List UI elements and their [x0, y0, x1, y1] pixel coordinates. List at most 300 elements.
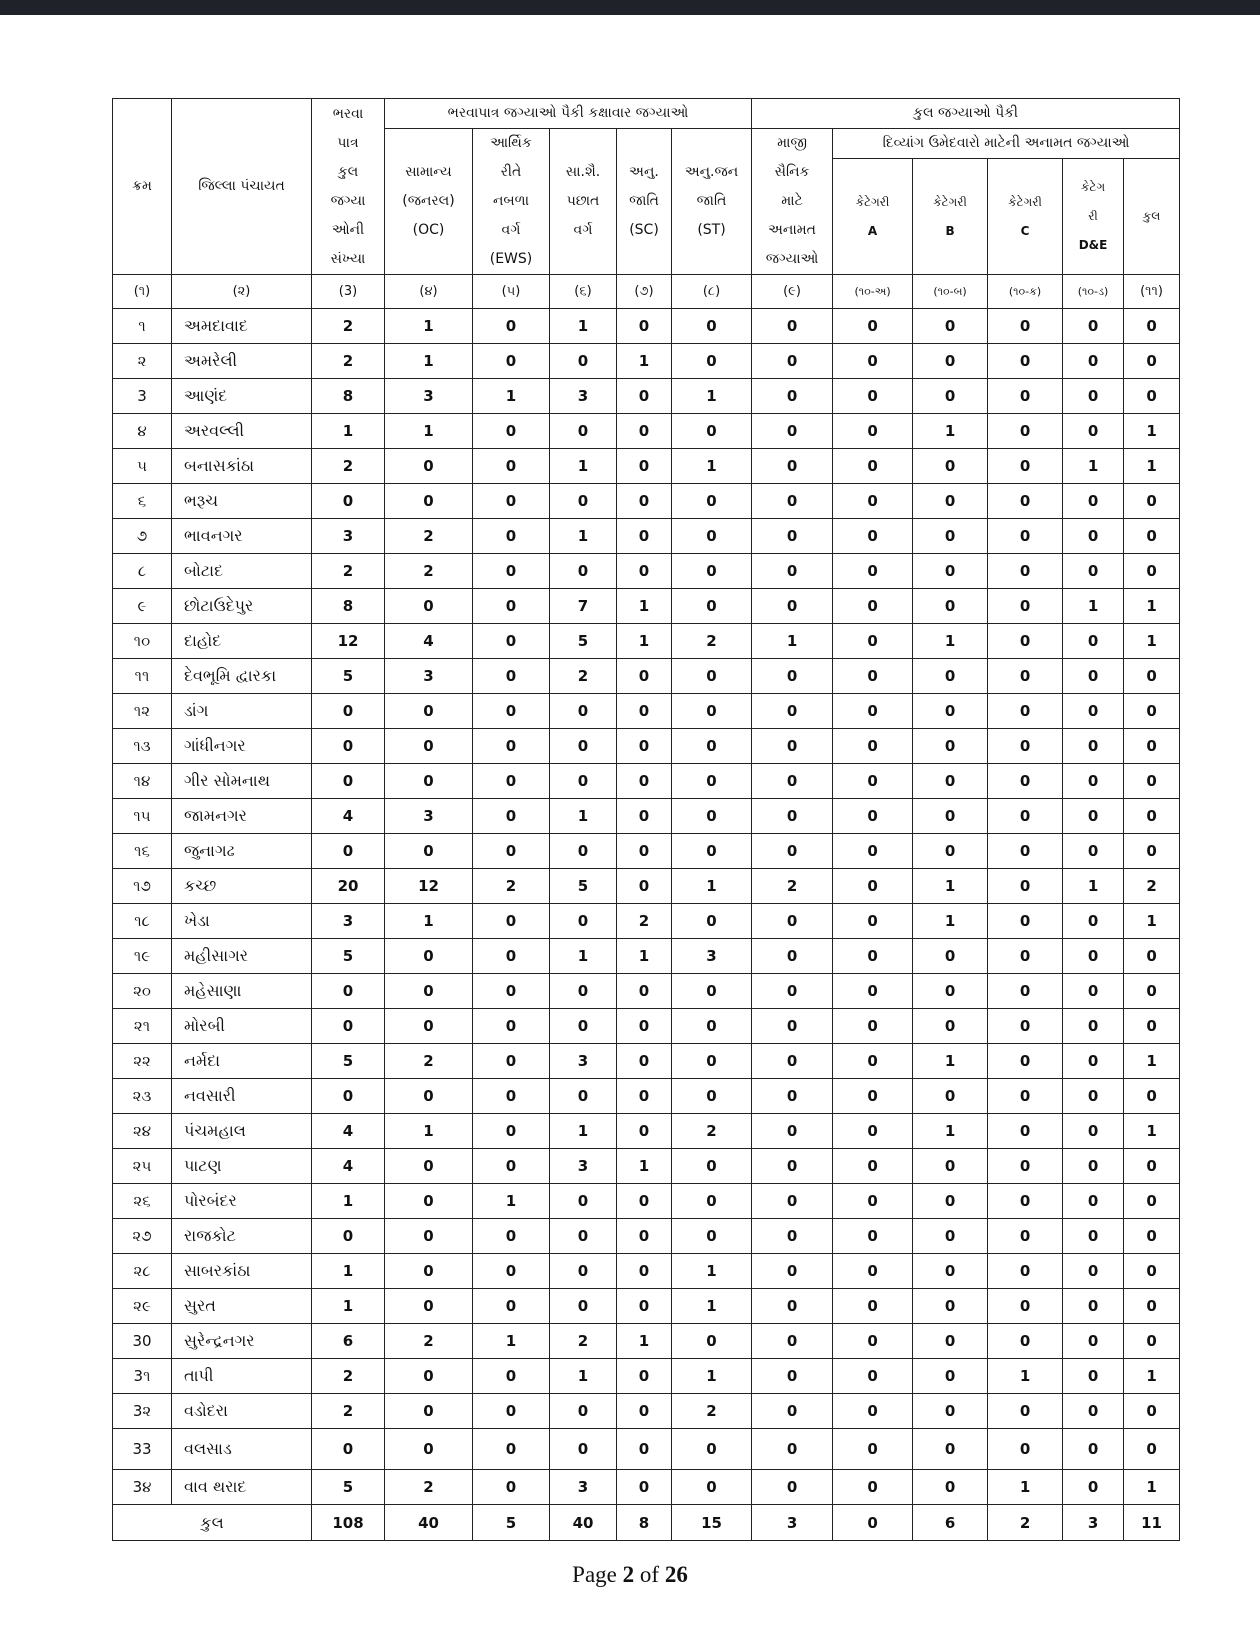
row-value-cell: 0 [752, 799, 833, 834]
row-value-cell: 0 [385, 1079, 473, 1114]
row-value-cell: 0 [833, 939, 913, 974]
row-value-cell: 0 [752, 1114, 833, 1149]
row-value-cell: 1 [617, 344, 672, 379]
row-value-cell: 0 [1124, 554, 1180, 589]
row-value-cell: 0 [1063, 659, 1124, 694]
row-district: ગીર સોમનાથ [172, 764, 312, 799]
row-value-cell: 1 [312, 414, 385, 449]
header-exsm-line: સૈનિક [774, 164, 810, 180]
row-serial: ૨ [113, 344, 172, 379]
row-value-cell: 0 [988, 764, 1063, 799]
row-value-cell: 0 [913, 1184, 988, 1219]
row-value-cell: 0 [833, 449, 913, 484]
row-value-cell: 0 [988, 729, 1063, 764]
row-serial: 33 [113, 1429, 172, 1470]
column-number: (૫) [473, 275, 550, 309]
row-value-cell: 7 [550, 589, 617, 624]
row-value-cell: 0 [833, 1044, 913, 1079]
header-cat-a-line: A [867, 223, 878, 238]
row-value-cell: 0 [913, 1324, 988, 1359]
row-value-cell: 0 [473, 1470, 550, 1505]
row-value-cell: 1 [550, 309, 617, 344]
row-value-cell: 0 [672, 554, 752, 589]
row-value-cell: 0 [833, 1009, 913, 1044]
row-district: ખેડા [172, 904, 312, 939]
row-value-cell: 0 [473, 799, 550, 834]
row-value-cell: 0 [385, 1149, 473, 1184]
header-cat-c-line: C [1020, 223, 1030, 238]
row-value-cell: 0 [988, 379, 1063, 414]
header-sc [617, 129, 672, 275]
totals-row [113, 1505, 1180, 1541]
row-value-cell: 0 [312, 484, 385, 519]
row-value-cell: 1 [1124, 904, 1180, 939]
row-serial: ૫ [113, 449, 172, 484]
row-value-cell: 1 [913, 624, 988, 659]
row-value-cell: 0 [913, 1079, 988, 1114]
row-serial: ૮ [113, 554, 172, 589]
row-value-cell: 0 [752, 694, 833, 729]
table-row [113, 1114, 1180, 1149]
row-value-cell: 0 [833, 414, 913, 449]
row-value-cell: 0 [617, 1254, 672, 1289]
table-row [113, 729, 1180, 764]
header-sebc-line: વર્ગ [573, 222, 593, 238]
row-value-cell: 1 [385, 344, 473, 379]
row-value-cell: 0 [473, 1149, 550, 1184]
row-serial: 3૪ [113, 1470, 172, 1505]
row-value-cell: 0 [752, 309, 833, 344]
row-value-cell: 0 [988, 659, 1063, 694]
column-number: (૨) [172, 275, 312, 309]
row-value-cell: 0 [1063, 309, 1124, 344]
row-value-cell: 0 [833, 799, 913, 834]
row-value-cell: 1 [473, 379, 550, 414]
row-value-cell: 0 [752, 834, 833, 869]
row-value-cell: 0 [752, 1359, 833, 1394]
row-value-cell: 0 [988, 1289, 1063, 1324]
row-value-cell: 0 [833, 1149, 913, 1184]
header-sebc-line: સા.શૈ. [565, 164, 601, 180]
row-value-cell: 0 [550, 484, 617, 519]
row-value-cell: 2 [312, 1394, 385, 1429]
row-value-cell: 0 [617, 1044, 672, 1079]
row-value-cell: 0 [617, 554, 672, 589]
row-value-cell: 0 [672, 659, 752, 694]
row-value-cell: 0 [988, 974, 1063, 1009]
row-value-cell: 1 [617, 1324, 672, 1359]
header-group-category: ભરવાપાત્ર જગ્યાઓ પૈકી કક્ષાવાર જગ્યાઓ [385, 99, 752, 129]
row-value-cell: 1 [550, 449, 617, 484]
page-current: 2 [622, 1562, 635, 1587]
row-value-cell: 0 [913, 1009, 988, 1044]
row-value-cell: 0 [833, 1219, 913, 1254]
row-value-cell: 0 [1063, 414, 1124, 449]
row-value-cell: 0 [550, 764, 617, 799]
header-exsm-line: જગ્યાઓ [765, 251, 819, 267]
row-district: સુરેન્દ્રનગર [172, 1324, 312, 1359]
row-value-cell: 0 [913, 1289, 988, 1324]
header-sc-line: જાતિ [629, 193, 659, 209]
row-district: નર્મદા [172, 1044, 312, 1079]
row-value-cell: 0 [473, 309, 550, 344]
row-value-cell: 0 [550, 1009, 617, 1044]
row-value-cell: 0 [473, 624, 550, 659]
table-row [113, 764, 1180, 799]
row-district: રાજકોટ [172, 1219, 312, 1254]
table-row [113, 834, 1180, 869]
row-serial: ૨૭ [113, 1219, 172, 1254]
table-row [113, 799, 1180, 834]
row-value-cell: 0 [473, 904, 550, 939]
row-value-cell: 0 [1063, 799, 1124, 834]
row-value-cell: 0 [385, 939, 473, 974]
table-row [113, 484, 1180, 519]
row-serial: ૨૨ [113, 1044, 172, 1079]
row-value-cell: 0 [752, 414, 833, 449]
column-number: (૪) [385, 275, 473, 309]
row-value-cell: 0 [312, 694, 385, 729]
row-value-cell: 0 [550, 694, 617, 729]
row-value-cell: 0 [1063, 1470, 1124, 1505]
row-value-cell: 0 [988, 344, 1063, 379]
row-value-cell: 3 [550, 379, 617, 414]
row-value-cell: 0 [473, 834, 550, 869]
header-cat-de-line: રી [1088, 209, 1098, 223]
row-value-cell: 0 [1063, 1114, 1124, 1149]
table-row [113, 1359, 1180, 1394]
header-cat-de [1063, 159, 1124, 275]
row-value-cell: 0 [913, 379, 988, 414]
row-value-cell: 0 [752, 1324, 833, 1359]
table-row [113, 624, 1180, 659]
row-value-cell: 2 [312, 1359, 385, 1394]
row-serial: 30 [113, 1324, 172, 1359]
row-value-cell: 3 [550, 1149, 617, 1184]
row-value-cell: 3 [550, 1044, 617, 1079]
row-serial: ૨૦ [113, 974, 172, 1009]
row-value-cell: 1 [988, 1470, 1063, 1505]
table-row [113, 309, 1180, 344]
table-body [113, 309, 1180, 1505]
row-value-cell: 0 [617, 1114, 672, 1149]
row-value-cell: 5 [550, 869, 617, 904]
row-value-cell: 1 [550, 1114, 617, 1149]
row-value-cell: 0 [1124, 519, 1180, 554]
row-value-cell: 0 [1124, 1289, 1180, 1324]
row-value-cell: 0 [988, 1079, 1063, 1114]
row-value-cell: 0 [913, 1254, 988, 1289]
header-ews-line: નબળા [492, 193, 530, 209]
row-value-cell: 0 [473, 1359, 550, 1394]
row-value-cell: 2 [752, 869, 833, 904]
row-district: વડોદરા [172, 1394, 312, 1429]
row-district: આણંદ [172, 379, 312, 414]
table-footer [113, 1505, 1180, 1541]
row-value-cell: 1 [1063, 589, 1124, 624]
row-value-cell: 0 [672, 344, 752, 379]
row-value-cell: 0 [752, 1149, 833, 1184]
header-total-line: કુલ [337, 163, 359, 180]
table-row [113, 869, 1180, 904]
row-value-cell: 0 [672, 1184, 752, 1219]
row-value-cell: 0 [312, 974, 385, 1009]
row-value-cell: 1 [913, 869, 988, 904]
row-value-cell: 1 [1124, 414, 1180, 449]
page-footer [0, 1562, 1260, 1588]
header-general-line: સામાન્ય [405, 164, 452, 180]
row-value-cell: 0 [1124, 344, 1180, 379]
column-number: (૧૦-ડ) [1063, 275, 1124, 309]
row-value-cell: 0 [1063, 344, 1124, 379]
row-value-cell: 0 [672, 764, 752, 799]
row-district: વલસાડ [172, 1429, 312, 1470]
row-value-cell: 0 [833, 1394, 913, 1429]
row-value-cell: 0 [833, 1324, 913, 1359]
column-number: (૧૦-ક) [988, 275, 1063, 309]
row-value-cell: 0 [913, 1359, 988, 1394]
row-value-cell: 0 [385, 1009, 473, 1044]
row-value-cell: 1 [1063, 869, 1124, 904]
header-group-total: કુલ જગ્યાઓ પૈકી [752, 99, 1180, 129]
row-value-cell: 1 [312, 1254, 385, 1289]
table-row [113, 904, 1180, 939]
row-value-cell: 1 [1124, 449, 1180, 484]
row-value-cell: 2 [672, 1394, 752, 1429]
row-value-cell: 5 [312, 939, 385, 974]
row-value-cell: 0 [752, 1289, 833, 1324]
table-row [113, 1079, 1180, 1114]
row-serial: ૯ [113, 589, 172, 624]
row-value-cell: 0 [385, 764, 473, 799]
row-value-cell: 0 [913, 449, 988, 484]
totals-cell: 8 [617, 1505, 672, 1541]
totals-cell: 40 [385, 1505, 473, 1541]
row-value-cell: 0 [617, 1289, 672, 1324]
row-value-cell: 0 [617, 869, 672, 904]
row-value-cell: 0 [988, 694, 1063, 729]
header-st-line: (ST) [697, 222, 726, 238]
row-district: અમદાવાદ [172, 309, 312, 344]
row-value-cell: 0 [752, 659, 833, 694]
row-value-cell: 0 [473, 589, 550, 624]
row-value-cell: 0 [617, 659, 672, 694]
row-value-cell: 0 [1124, 1394, 1180, 1429]
row-value-cell: 0 [913, 1149, 988, 1184]
row-value-cell: 1 [617, 624, 672, 659]
row-value-cell: 0 [672, 1009, 752, 1044]
row-value-cell: 0 [1063, 1184, 1124, 1219]
row-value-cell: 0 [988, 799, 1063, 834]
row-serial: ૭ [113, 519, 172, 554]
row-district: દાહોદ [172, 624, 312, 659]
row-district: મહીસાગર [172, 939, 312, 974]
row-value-cell: 0 [473, 1219, 550, 1254]
row-value-cell: 0 [833, 659, 913, 694]
row-value-cell: 0 [672, 1324, 752, 1359]
row-value-cell: 0 [833, 1079, 913, 1114]
vacancy-table-container [112, 98, 1179, 1541]
row-value-cell: 2 [550, 659, 617, 694]
row-value-cell: 3 [385, 659, 473, 694]
row-value-cell: 4 [312, 799, 385, 834]
header-sebc [550, 129, 617, 275]
header-district: જિલ્લા પંચાયત [172, 99, 312, 275]
column-number: (૧) [113, 275, 172, 309]
row-value-cell: 0 [1124, 694, 1180, 729]
row-value-cell: 1 [672, 869, 752, 904]
row-serial: ૧૮ [113, 904, 172, 939]
totals-cell: 3 [1063, 1505, 1124, 1541]
row-serial: ૧૪ [113, 764, 172, 799]
row-value-cell: 1 [473, 1324, 550, 1359]
table-row [113, 1254, 1180, 1289]
row-value-cell: 0 [833, 484, 913, 519]
row-value-cell: 0 [752, 904, 833, 939]
row-value-cell: 0 [617, 1394, 672, 1429]
row-value-cell: 0 [752, 1429, 833, 1470]
row-district: વાવ થરાદ [172, 1470, 312, 1505]
header-exsm-line: માજી [777, 135, 807, 151]
header-total-line: જગ્યા [330, 192, 366, 209]
row-value-cell: 2 [672, 624, 752, 659]
table-row [113, 1289, 1180, 1324]
row-serial: ૨૪ [113, 1114, 172, 1149]
table-row [113, 379, 1180, 414]
row-district: ભાવનગર [172, 519, 312, 554]
row-value-cell: 0 [752, 484, 833, 519]
header-cat-b-line: કેટેગરી [933, 194, 967, 209]
row-value-cell: 0 [550, 729, 617, 764]
row-value-cell: 0 [988, 1429, 1063, 1470]
row-value-cell: 3 [312, 519, 385, 554]
row-value-cell: 0 [1124, 729, 1180, 764]
row-value-cell: 0 [833, 834, 913, 869]
row-value-cell: 1 [913, 414, 988, 449]
row-value-cell: 0 [550, 1254, 617, 1289]
row-district: નવસારી [172, 1079, 312, 1114]
row-value-cell: 0 [1063, 1359, 1124, 1394]
row-value-cell: 0 [833, 379, 913, 414]
top-dark-bar [0, 0, 1260, 15]
row-value-cell: 0 [913, 484, 988, 519]
row-value-cell: 0 [1063, 729, 1124, 764]
header-cat-a-line: કેટેગરી [855, 194, 890, 209]
row-district: બનાસકાંઠા [172, 449, 312, 484]
row-value-cell: 0 [672, 974, 752, 1009]
row-value-cell: 0 [617, 1359, 672, 1394]
header-ews-line: રીતે [500, 164, 522, 180]
row-value-cell: 0 [550, 344, 617, 379]
row-value-cell: 0 [833, 764, 913, 799]
row-value-cell: 0 [833, 694, 913, 729]
row-value-cell: 1 [672, 449, 752, 484]
row-value-cell: 0 [473, 939, 550, 974]
header-group-disabled: દિવ્યાંગ ઉમેદવારો માટેની અનામત જગ્યાઓ [833, 129, 1180, 159]
row-value-cell: 0 [550, 834, 617, 869]
row-value-cell: 0 [312, 764, 385, 799]
row-value-cell: 2 [672, 1114, 752, 1149]
row-serial: ૧૯ [113, 939, 172, 974]
row-value-cell: 0 [385, 974, 473, 1009]
row-value-cell: 0 [617, 1429, 672, 1470]
row-value-cell: 1 [1124, 1114, 1180, 1149]
row-value-cell: 1 [988, 1359, 1063, 1394]
row-district: જુનાગઢ [172, 834, 312, 869]
row-value-cell: 3 [385, 379, 473, 414]
row-value-cell: 0 [385, 1359, 473, 1394]
row-value-cell: 0 [1063, 1044, 1124, 1079]
row-value-cell: 0 [385, 729, 473, 764]
row-value-cell: 0 [1124, 1324, 1180, 1359]
row-value-cell: 2 [385, 554, 473, 589]
row-value-cell: 0 [913, 694, 988, 729]
row-district: જામનગર [172, 799, 312, 834]
header-ews [473, 129, 550, 275]
table-row [113, 1009, 1180, 1044]
row-value-cell: 2 [473, 869, 550, 904]
header-sc-line: અનુ. [629, 164, 659, 180]
row-district: પોરબંદર [172, 1184, 312, 1219]
header-ews-line: વર્ગ [501, 222, 521, 238]
row-value-cell: 0 [988, 414, 1063, 449]
row-value-cell: 0 [617, 974, 672, 1009]
row-value-cell: 0 [550, 554, 617, 589]
row-value-cell: 0 [988, 1149, 1063, 1184]
row-value-cell: 0 [833, 1184, 913, 1219]
row-value-cell: 0 [385, 1394, 473, 1429]
row-value-cell: 0 [833, 309, 913, 344]
row-value-cell: 0 [1124, 974, 1180, 1009]
row-value-cell: 0 [752, 1079, 833, 1114]
row-value-cell: 0 [672, 834, 752, 869]
table-row [113, 1394, 1180, 1429]
row-value-cell: 0 [672, 1219, 752, 1254]
row-value-cell: 0 [833, 1289, 913, 1324]
column-number-row [113, 275, 1180, 309]
row-value-cell: 0 [833, 1429, 913, 1470]
header-cat-c [988, 159, 1063, 275]
row-value-cell: 2 [1124, 869, 1180, 904]
row-value-cell: 0 [312, 1009, 385, 1044]
row-value-cell: 0 [913, 1219, 988, 1254]
row-value-cell: 0 [473, 344, 550, 379]
row-value-cell: 0 [988, 1254, 1063, 1289]
totals-cell: 2 [988, 1505, 1063, 1541]
row-value-cell: 0 [988, 834, 1063, 869]
row-value-cell: 0 [752, 1009, 833, 1044]
row-value-cell: 0 [473, 694, 550, 729]
row-value-cell: 0 [913, 554, 988, 589]
row-value-cell: 1 [550, 1359, 617, 1394]
row-value-cell: 0 [1124, 309, 1180, 344]
row-value-cell: 0 [1124, 1184, 1180, 1219]
row-value-cell: 0 [550, 1079, 617, 1114]
row-value-cell: 0 [550, 904, 617, 939]
row-value-cell: 0 [988, 1044, 1063, 1079]
row-value-cell: 0 [672, 799, 752, 834]
row-value-cell: 0 [672, 589, 752, 624]
row-value-cell: 0 [752, 449, 833, 484]
row-value-cell: 0 [672, 1149, 752, 1184]
row-value-cell: 0 [473, 554, 550, 589]
column-number: (3) [312, 275, 385, 309]
table-row [113, 1184, 1180, 1219]
row-value-cell: 0 [913, 1429, 988, 1470]
totals-cell: 5 [473, 1505, 550, 1541]
row-value-cell: 1 [913, 904, 988, 939]
row-value-cell: 4 [312, 1114, 385, 1149]
